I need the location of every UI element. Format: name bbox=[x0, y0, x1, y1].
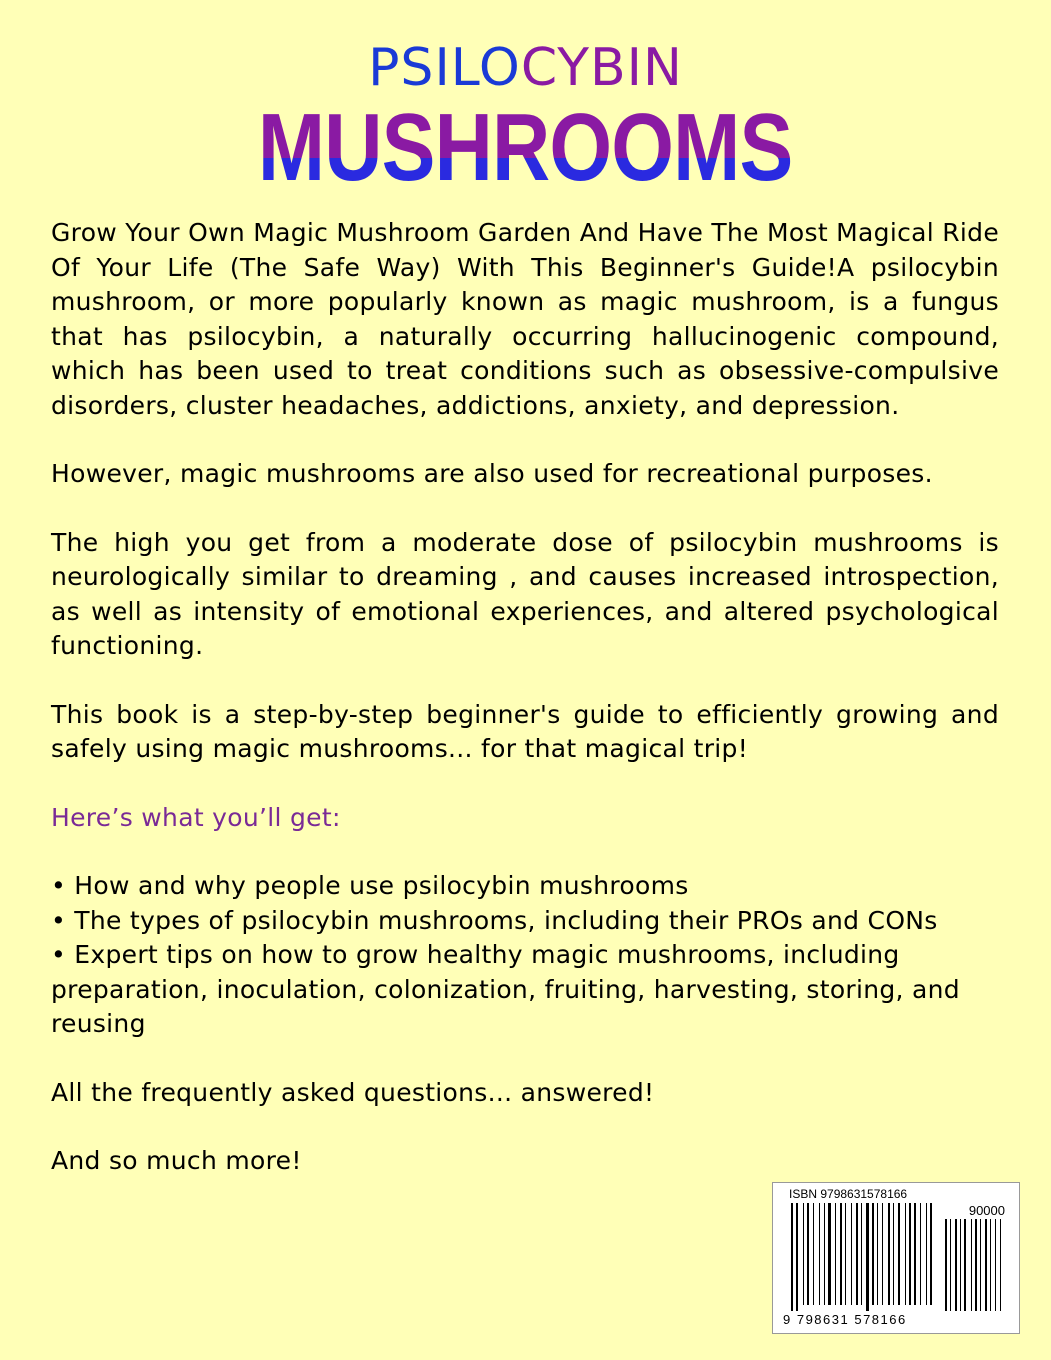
barcode-addon-bar bbox=[945, 1219, 947, 1311]
barcode-addon-bar bbox=[971, 1219, 972, 1311]
barcode-bar bbox=[835, 1203, 836, 1305]
paragraph-book-summary: This book is a step-by-step beginner's guide to efficiently growing and safely using magic mushrooms... for that magical trip! bbox=[51, 699, 999, 763]
barcode-bar bbox=[791, 1203, 793, 1311]
barcode-bar bbox=[851, 1203, 852, 1305]
cover-title bbox=[0, 38, 1051, 201]
barcode-bar bbox=[926, 1203, 927, 1305]
bullet-item: • Expert tips on how to grow healthy magic mushrooms, including preparation, inoculation, colonization, fruiting, harvesting, storing, and reusing bbox=[51, 940, 960, 1038]
barcode-digits: 9 798631 578166 bbox=[783, 1312, 907, 1327]
barcode-addon-bar bbox=[990, 1219, 991, 1311]
barcode-bar bbox=[905, 1203, 906, 1305]
price-code: 90000 bbox=[968, 1203, 1005, 1218]
barcode-addon-bar bbox=[960, 1219, 961, 1311]
title-psilo: PSILO bbox=[368, 38, 521, 98]
title-mushrooms: MUSHROOMS bbox=[258, 94, 793, 201]
barcode-bars bbox=[785, 1203, 1007, 1315]
barcode-bar bbox=[909, 1203, 911, 1305]
barcode-bar bbox=[796, 1203, 798, 1311]
title-cybin: CYBIN bbox=[520, 38, 683, 98]
barcode-bar bbox=[840, 1203, 842, 1305]
barcode-bar bbox=[861, 1203, 862, 1305]
closing-faq: All the frequently asked questions... answered! bbox=[51, 1077, 655, 1107]
barcode-addon-bar bbox=[980, 1219, 981, 1311]
barcode-bar bbox=[807, 1203, 809, 1305]
barcode-addon-bar bbox=[1000, 1219, 1001, 1311]
barcode-bar bbox=[828, 1203, 831, 1305]
barcode-bar bbox=[824, 1203, 825, 1305]
bullet-list bbox=[51, 869, 999, 1042]
barcode-bar bbox=[819, 1203, 820, 1305]
bullet-item: • The types of psilocybin mushrooms, including their PROs and CONs bbox=[51, 905, 938, 935]
barcode-bar bbox=[930, 1203, 932, 1305]
isbn-barcode bbox=[772, 1182, 1020, 1334]
closing-more: And so much more! bbox=[51, 1146, 302, 1175]
barcode-bar bbox=[845, 1203, 846, 1305]
barcode-addon-bar bbox=[950, 1219, 951, 1311]
barcode-addon-bar bbox=[975, 1219, 977, 1311]
barcode-addon-bar bbox=[995, 1219, 996, 1311]
bullet-item: • How and why people use psilocybin mushrooms bbox=[51, 871, 689, 900]
barcode-bar bbox=[914, 1203, 916, 1305]
barcode-addon-bar bbox=[964, 1219, 966, 1311]
paragraph-intro: Grow Your Own Magic Mushroom Garden And Have The Most Magical Ride Of Your Life (The Safe Way) With This Beginner's Guide!A psilocybin mushroom, or more popularly known as magic mushroom, is a fungus that has psilocybin, a naturally occurring hallucinogenic compound, which has been used to treat conditions such as obsessive-compulsive disorders, cluster headaches, addictions, anxiety, and depression. bbox=[51, 218, 1000, 420]
barcode-bar bbox=[882, 1203, 883, 1305]
barcode-bar bbox=[898, 1203, 900, 1305]
title-psilocybin bbox=[0, 40, 1051, 96]
section-heading: Here’s what you’ll get: bbox=[51, 802, 341, 832]
barcode-bar bbox=[803, 1203, 804, 1305]
barcode-bar bbox=[856, 1203, 858, 1305]
barcode-bar bbox=[813, 1203, 814, 1305]
barcode-bar bbox=[866, 1203, 869, 1311]
barcode-addon-bar bbox=[985, 1219, 987, 1311]
barcode-bar bbox=[893, 1203, 894, 1305]
barcode-addon-bar bbox=[955, 1219, 957, 1311]
paragraph-effects: The high you get from a moderate dose of psilocybin mushrooms is neurologically similar to dreaming , and causes increased introspection, as well as intensity of emotional experiences, and altered psychological functioning. bbox=[51, 527, 999, 660]
isbn-label: ISBN 9798631578166 bbox=[789, 1187, 908, 1201]
barcode-bar bbox=[877, 1203, 878, 1305]
paragraph-recreational: However, magic mushrooms are also used for recreational purposes. bbox=[51, 459, 933, 488]
barcode-bar bbox=[888, 1203, 890, 1305]
barcode-bar bbox=[872, 1203, 874, 1305]
barcode-bar bbox=[920, 1203, 921, 1305]
back-cover-description bbox=[51, 216, 999, 1213]
